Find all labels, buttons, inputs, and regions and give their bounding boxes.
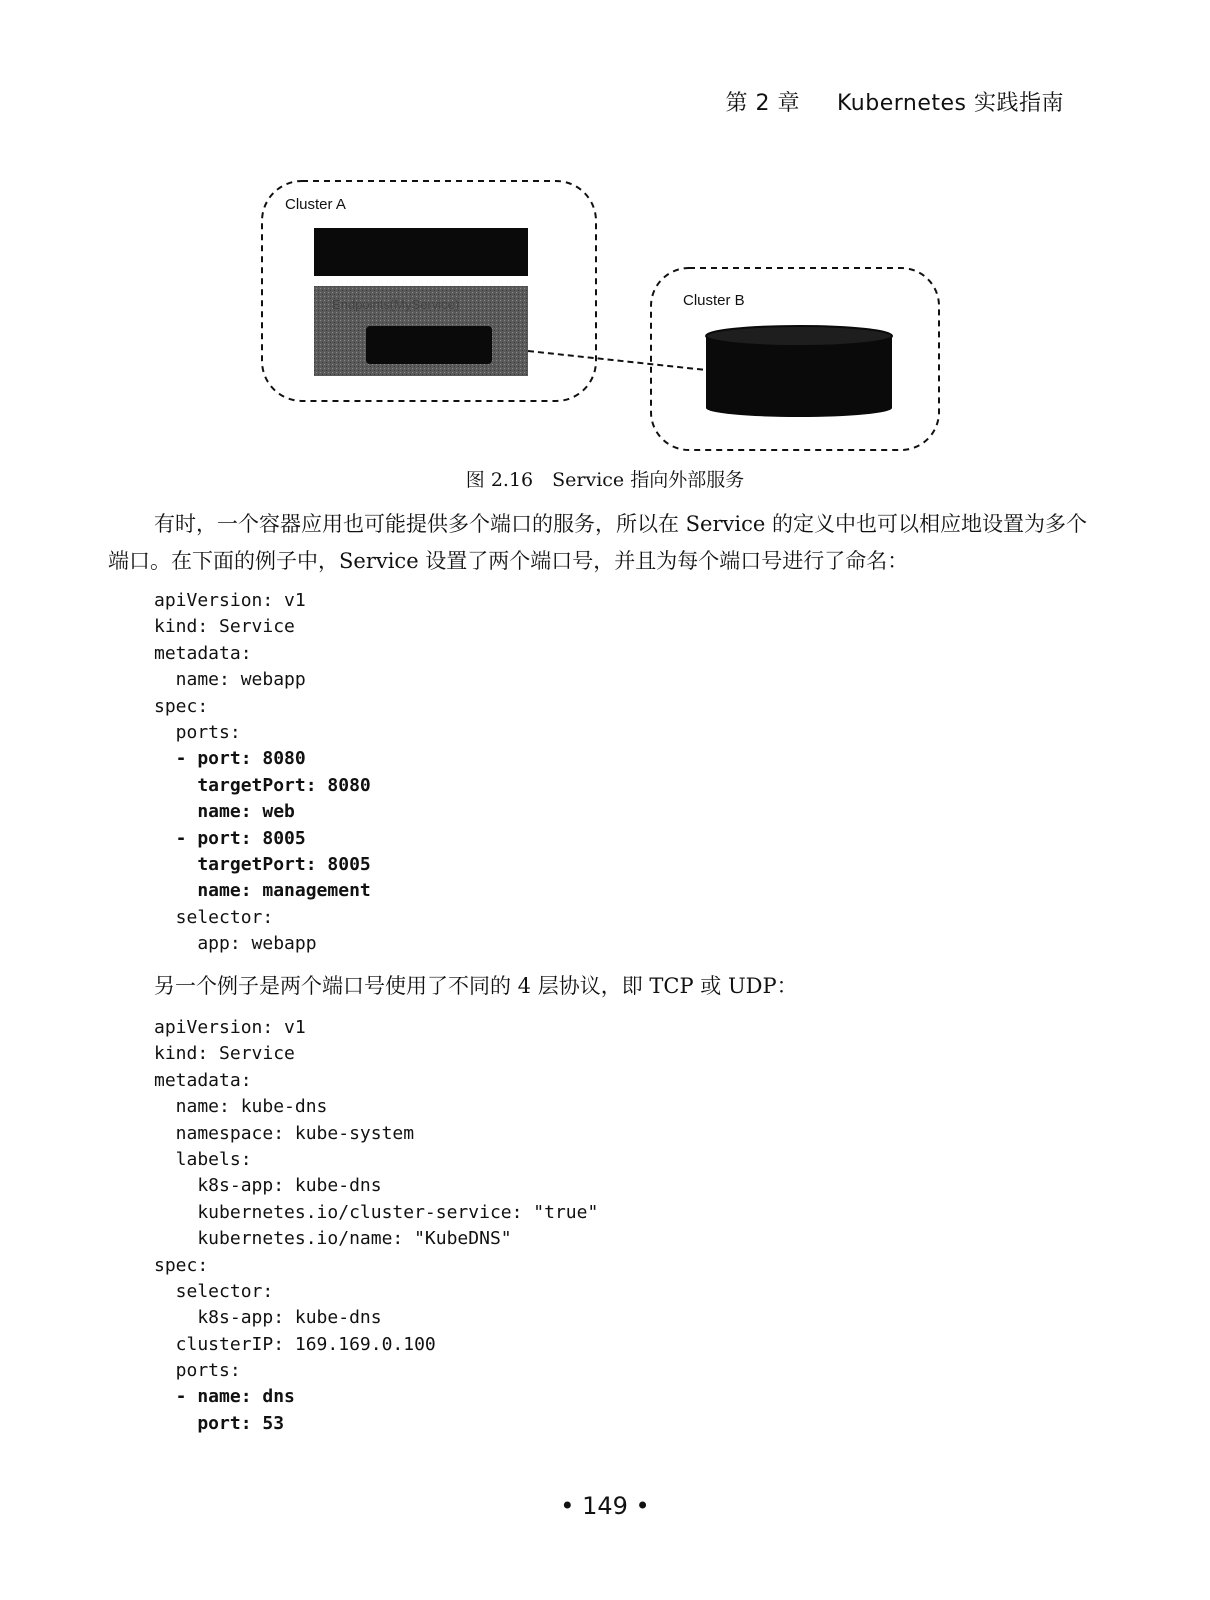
code-line: ports: <box>154 1360 241 1382</box>
code-line: k8s-app: kube-dns <box>154 1307 382 1329</box>
service-diagram <box>0 0 1210 460</box>
code-line: namespace: kube-system <box>154 1122 415 1144</box>
code-line: labels: <box>154 1148 252 1170</box>
code-line: spec: <box>154 1254 209 1276</box>
code-line: - port: 8080 <box>154 748 306 770</box>
code-line: ports: <box>154 721 241 743</box>
service-box <box>314 228 528 276</box>
code-line: kubernetes.io/name: "KubeDNS" <box>154 1228 512 1250</box>
cluster-b-label: Cluster B <box>683 292 745 309</box>
code-line: targetPort: 8080 <box>154 774 371 796</box>
code-line: spec: <box>154 695 209 717</box>
paragraph-multi-port: 有时，一个容器应用也可能提供多个端口的服务，所以在 Service 的定义中也可以相应地设置为多个端口。在下面的例子中，Service 设置了两个端口号，并且为每个端口号进行了命名： <box>108 512 1087 573</box>
page-number: • 149 • <box>560 1492 650 1520</box>
code-line: name: kube-dns <box>154 1096 328 1118</box>
cluster-a-label: Cluster A <box>285 196 346 213</box>
connector-line <box>528 351 706 370</box>
code-line: k8s-app: kube-dns <box>154 1175 382 1197</box>
endpoints-label: Endpoints(MyService) <box>332 297 460 312</box>
external-database-icon <box>706 326 892 417</box>
chapter-title: Kubernetes 实践指南 <box>836 91 1064 116</box>
code-line: kind: Service <box>154 616 295 638</box>
paragraph-protocol: 另一个例子是两个端口号使用了不同的 4 层协议，即 TCP 或 UDP： <box>154 974 798 998</box>
code-line: targetPort: 8005 <box>154 853 371 875</box>
figure-caption: 图 2.16 Service 指向外部服务 <box>465 469 745 491</box>
code-line: port: 53 <box>154 1412 285 1434</box>
code-line: name: web <box>154 801 295 823</box>
code-line: name: webapp <box>154 669 306 691</box>
code-line: app: webapp <box>154 933 317 955</box>
code-line: kubernetes.io/cluster-service: "true" <box>154 1201 599 1223</box>
code-line: selector: <box>154 1280 274 1302</box>
code-line: kind: Service <box>154 1043 295 1065</box>
code-line: - port: 8005 <box>154 827 306 849</box>
code-block-webapp <box>154 588 371 957</box>
code-line: apiVersion: v1 <box>154 1017 306 1038</box>
code-line: name: management <box>154 880 371 902</box>
code-line: clusterIP: 169.169.0.100 <box>154 1333 436 1355</box>
code-block-kube-dns <box>154 1015 598 1437</box>
endpoint-item <box>366 326 492 364</box>
code-line: - name: dns <box>154 1386 295 1408</box>
code-line: selector: <box>154 906 274 928</box>
chapter-number: 第 2 章 <box>725 91 800 116</box>
code-line: metadata: <box>154 642 252 664</box>
code-line: metadata: <box>154 1069 252 1091</box>
code-line: apiVersion: v1 <box>154 590 306 611</box>
